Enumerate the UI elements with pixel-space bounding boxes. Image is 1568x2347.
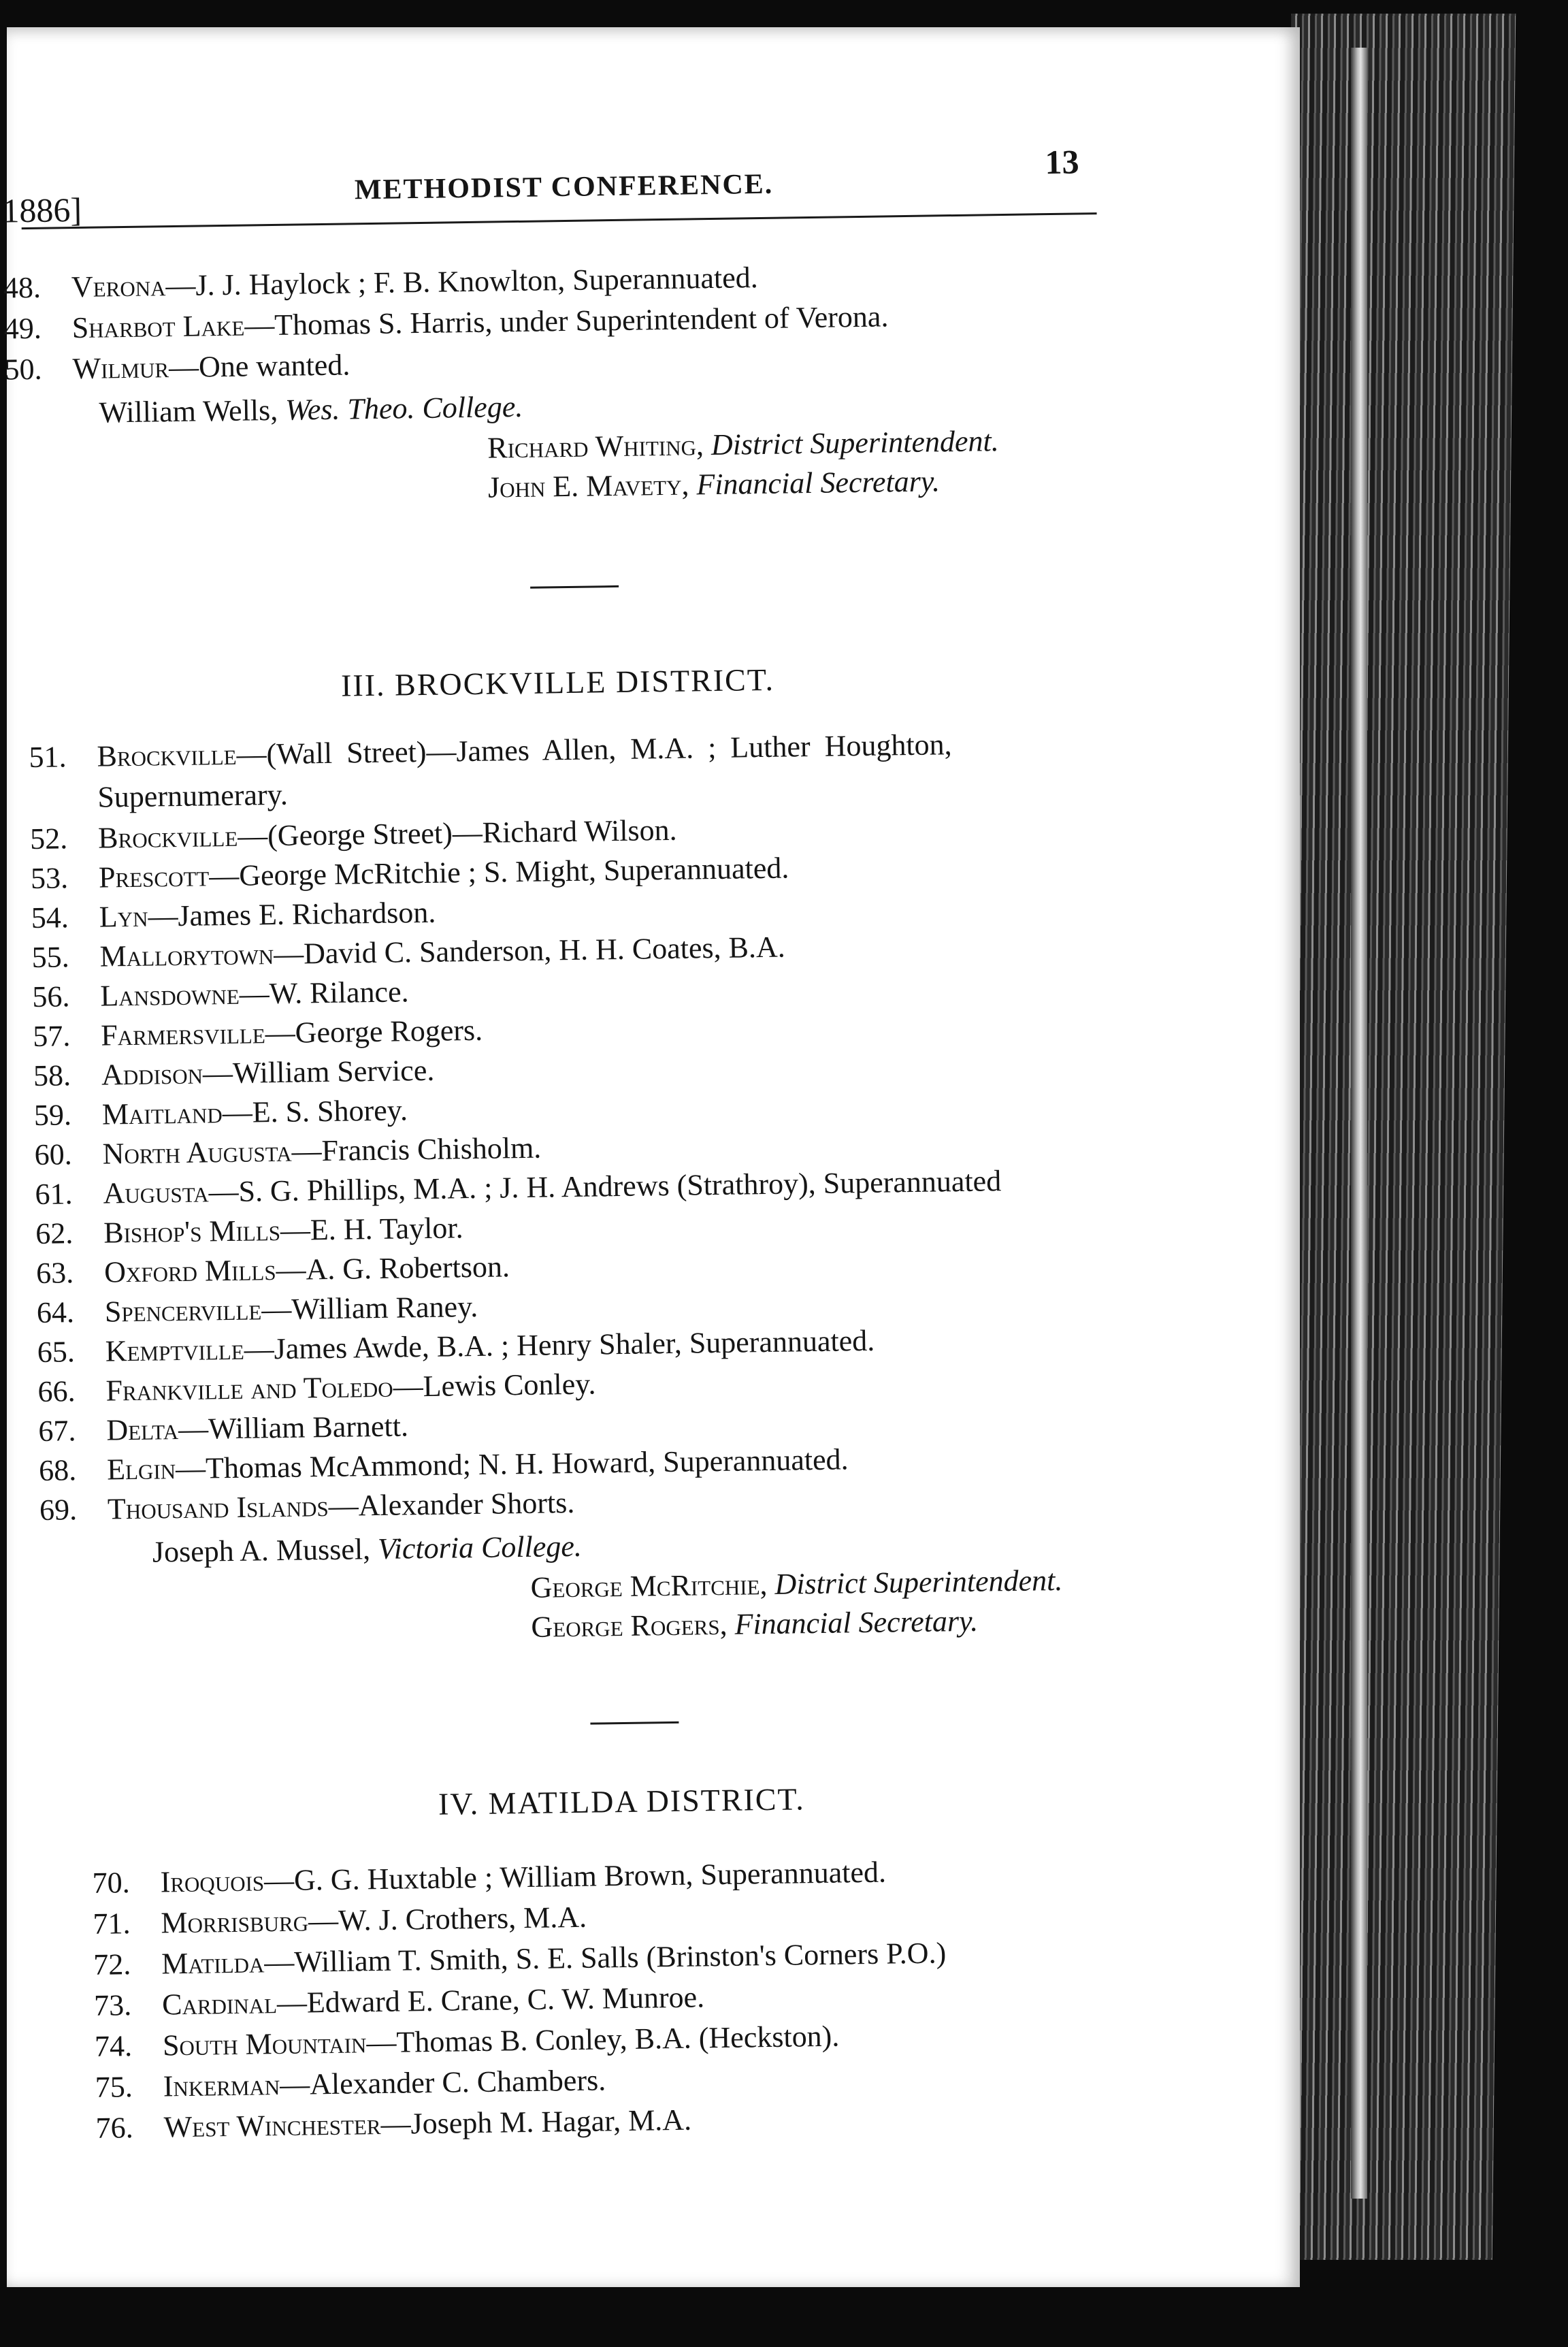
book-page-edge-highlight bbox=[1351, 48, 1367, 2199]
entry-ministers: —David C. Sanderson, H. H. Coates, B.A. bbox=[273, 930, 786, 971]
entry-50 bbox=[4, 347, 350, 387]
entry-number: 70. bbox=[92, 1866, 130, 1900]
entry-place: Wilmur bbox=[72, 351, 169, 386]
entry-68 bbox=[39, 1442, 849, 1488]
entry-70 bbox=[92, 1855, 886, 1900]
entry-ministers: —James Awde, B.A. ; Henry Shaler, Superannuated. bbox=[244, 1323, 875, 1366]
entry-ministers: —William Service. bbox=[202, 1053, 435, 1090]
officer-role: Financial Secretary. bbox=[734, 1604, 979, 1641]
officer-role: Financial Secretary. bbox=[696, 464, 941, 502]
entry-place: Thousand Islands bbox=[107, 1489, 329, 1526]
entry-place: Verona bbox=[71, 269, 166, 304]
entry-place: West Winchester bbox=[163, 2107, 381, 2144]
district-superintendent-line: Richard Whiting, District Superintendent. bbox=[487, 424, 1000, 465]
financial-secretary-line: George Rogers, Financial Secretary. bbox=[531, 1604, 979, 1644]
entry-64 bbox=[37, 1289, 478, 1330]
entry-place: Mallorytown bbox=[99, 937, 274, 973]
district-superintendent-line: George McRitchie, District Superintendent. bbox=[530, 1563, 1063, 1604]
entry-58 bbox=[33, 1053, 435, 1093]
entry-55 bbox=[31, 930, 785, 975]
page-content bbox=[0, 18, 1316, 2295]
entry-65 bbox=[37, 1323, 875, 1370]
entry-ministers: —E. S. Shorey. bbox=[222, 1093, 408, 1130]
book-page bbox=[1, 27, 1300, 2287]
entry-place: Oxford Mills bbox=[103, 1253, 276, 1289]
entry-place: Delta bbox=[106, 1412, 179, 1447]
entry-number: 53. bbox=[30, 861, 69, 896]
entry-71 bbox=[93, 1900, 587, 1941]
entry-ministers: —A. G. Robertson. bbox=[276, 1250, 510, 1287]
entry-place: North Augusta bbox=[102, 1134, 292, 1171]
entry-number: 73. bbox=[93, 1988, 132, 2022]
entry-place: Augusta bbox=[103, 1175, 209, 1210]
entry-59 bbox=[34, 1092, 408, 1133]
entry-51 bbox=[29, 727, 952, 775]
entry-number: 55. bbox=[31, 940, 69, 975]
entry-66 bbox=[37, 1367, 596, 1409]
entry-ministers: —Alexander C. Chambers. bbox=[279, 2063, 606, 2102]
entry-number: 59. bbox=[33, 1098, 72, 1133]
officer-name: George McRitchie bbox=[530, 1568, 760, 1604]
student-line bbox=[99, 389, 523, 430]
entry-place: Kemptville bbox=[105, 1332, 245, 1368]
entry-ministers: —James E. Richardson. bbox=[148, 895, 436, 933]
entry-63 bbox=[36, 1249, 510, 1291]
entry-place: Farmersville bbox=[100, 1016, 266, 1052]
student-college: Wes. Theo. College. bbox=[284, 389, 523, 427]
entry-number: 69. bbox=[39, 1493, 78, 1527]
district-heading-brockville: III. BROCKVILLE DISTRICT. bbox=[340, 662, 775, 703]
entry-54 bbox=[31, 895, 436, 935]
entry-48 bbox=[3, 260, 758, 305]
district-heading-matilda: IV. MATILDA DISTRICT. bbox=[438, 1781, 806, 1822]
header-rule bbox=[22, 212, 1097, 229]
entry-62 bbox=[35, 1210, 463, 1251]
entry-number: 48. bbox=[3, 270, 42, 305]
financial-secretary-line: John E. Mavety, Financial Secretary. bbox=[487, 464, 941, 504]
entry-place: Morrisburg bbox=[161, 1904, 309, 1940]
entry-number: 65. bbox=[37, 1335, 76, 1369]
entry-place: Inkerman bbox=[163, 2068, 280, 2103]
entry-67 bbox=[38, 1408, 408, 1448]
entry-ministers: —One wanted. bbox=[168, 348, 350, 385]
entry-ministers: —William Raney. bbox=[261, 1289, 478, 1327]
entry-ministers: —(George Street)—Richard Wilson. bbox=[237, 813, 677, 853]
entry-52 bbox=[30, 813, 677, 856]
entry-ministers: —E. H. Taylor. bbox=[280, 1211, 463, 1247]
entry-60 bbox=[34, 1131, 541, 1172]
student-name: Joseph A. Mussel, bbox=[152, 1532, 378, 1569]
officer-role: District Superintendent. bbox=[774, 1563, 1063, 1601]
entry-place: South Mountain bbox=[162, 2026, 367, 2062]
entry-56 bbox=[32, 974, 409, 1014]
entry-number: 74. bbox=[94, 2029, 133, 2063]
header-year: 1886] bbox=[1, 190, 82, 230]
entry-76 bbox=[95, 2103, 691, 2146]
entry-ministers: —W. J. Crothers, M.A. bbox=[308, 1900, 587, 1938]
entry-ministers: —Thomas S. Harris, under Superintendent of Verona. bbox=[244, 300, 889, 342]
entry-number: 54. bbox=[31, 901, 69, 935]
entry-ministers: —William T. Smith, S. E. Salls (Brinston's Corners P.O.) bbox=[264, 1936, 947, 1979]
entry-ministers: —Francis Chisholm. bbox=[291, 1131, 542, 1168]
entry-place: Prescott bbox=[98, 859, 210, 894]
entry-number: 72. bbox=[93, 1947, 131, 1981]
entry-number: 67. bbox=[38, 1414, 76, 1448]
entry-72 bbox=[93, 1935, 947, 1981]
entry-number: 61. bbox=[35, 1177, 73, 1211]
student-name: William Wells, bbox=[99, 393, 286, 430]
entry-place: Frankville and Toledo bbox=[105, 1370, 393, 1408]
entry-73 bbox=[94, 1979, 705, 2023]
entry-ministers: —Alexander Shorts. bbox=[328, 1485, 575, 1523]
entry-place: Lansdowne bbox=[100, 977, 240, 1013]
entry-place: Iroquois bbox=[160, 1864, 265, 1899]
officer-name: John E. Mavety bbox=[487, 468, 682, 504]
entry-number: 75. bbox=[95, 2070, 133, 2104]
entry-place: Brockville bbox=[97, 737, 237, 773]
section-divider bbox=[590, 1721, 679, 1725]
officer-name: Richard Whiting bbox=[487, 428, 697, 465]
officer-role: District Superintendent. bbox=[710, 424, 1000, 462]
entry-number: 76. bbox=[95, 2111, 134, 2145]
entry-ministers: —S. G. Phillips, M.A. ; J. H. Andrews (Strathroy), Superannuated bbox=[208, 1164, 1002, 1209]
entry-place: Maitland bbox=[101, 1096, 223, 1131]
page-number: 13 bbox=[1045, 142, 1079, 182]
entry-number: 68. bbox=[38, 1453, 77, 1487]
entry-number: 63. bbox=[35, 1256, 74, 1290]
entry-ministers: —(Wall Street)—James Allen, M.A. ; Luther Houghton, bbox=[236, 728, 952, 771]
entry-place: Elgin bbox=[106, 1452, 176, 1487]
entry-49 bbox=[3, 299, 888, 346]
entry-number: 71. bbox=[93, 1907, 131, 1941]
entry-ministers: —William Barnett. bbox=[178, 1409, 409, 1446]
entry-place: Spencerville bbox=[104, 1293, 262, 1329]
entry-number: 62. bbox=[35, 1216, 74, 1250]
entry-place: Lyn bbox=[99, 899, 148, 934]
student-college: Victoria College. bbox=[377, 1529, 583, 1566]
entry-ministers: —Thomas B. Conley, B.A. (Heckston). bbox=[366, 2019, 840, 2060]
entry-place: Matilda bbox=[161, 1945, 265, 1981]
entry-place: Brockville bbox=[97, 819, 238, 855]
entry-75 bbox=[95, 2062, 606, 2104]
entry-53 bbox=[31, 850, 789, 896]
entry-place: Addison bbox=[101, 1056, 203, 1092]
entry-ministers: —Edward E. Crane, C. W. Munroe. bbox=[276, 1980, 705, 2020]
entry-number: 52. bbox=[29, 822, 68, 856]
entry-number: 66. bbox=[37, 1374, 76, 1408]
entry-ministers: —George McRitchie ; S. Might, Superannuated. bbox=[208, 851, 789, 893]
entry-ministers: —G. G. Huxtable ; William Brown, Superannuated. bbox=[263, 1855, 887, 1898]
entry-69 bbox=[39, 1485, 575, 1527]
section-divider bbox=[530, 585, 619, 589]
header-title: METHODIST CONFERENCE. bbox=[354, 168, 774, 206]
entry-ministers: —Thomas McAmmond; N. H. Howard, Superannuated. bbox=[175, 1442, 849, 1486]
entry-57 bbox=[33, 1013, 483, 1054]
entry-number: 57. bbox=[32, 1019, 71, 1054]
entry-number: 60. bbox=[34, 1137, 73, 1172]
student-line bbox=[152, 1529, 583, 1570]
entry-number: 51. bbox=[29, 740, 67, 775]
entry-51-continuation: Supernumerary. bbox=[97, 777, 289, 814]
entry-number: 49. bbox=[3, 311, 42, 346]
entry-place: Bishop's Mills bbox=[103, 1213, 281, 1250]
officer-name: George Rogers bbox=[531, 1608, 720, 1644]
entry-ministers: —W. Rilance. bbox=[239, 975, 409, 1011]
entry-number: 58. bbox=[33, 1058, 71, 1093]
entry-number: 56. bbox=[32, 980, 70, 1014]
entry-ministers: —Lewis Conley. bbox=[393, 1367, 596, 1404]
entry-61 bbox=[35, 1163, 1001, 1212]
entry-ministers: —Joseph M. Hagar, M.A. bbox=[380, 2103, 692, 2141]
entry-number: 64. bbox=[36, 1295, 75, 1329]
entry-number: 50. bbox=[4, 352, 42, 387]
entry-place: Cardinal bbox=[161, 1986, 278, 2022]
entry-ministers: —George Rogers. bbox=[265, 1013, 483, 1050]
entry-place: Sharbot Lake bbox=[71, 308, 245, 345]
entry-ministers: —J. J. Haylock ; F. B. Knowlton, Superannuated. bbox=[165, 261, 759, 303]
entry-74 bbox=[95, 2019, 840, 2064]
